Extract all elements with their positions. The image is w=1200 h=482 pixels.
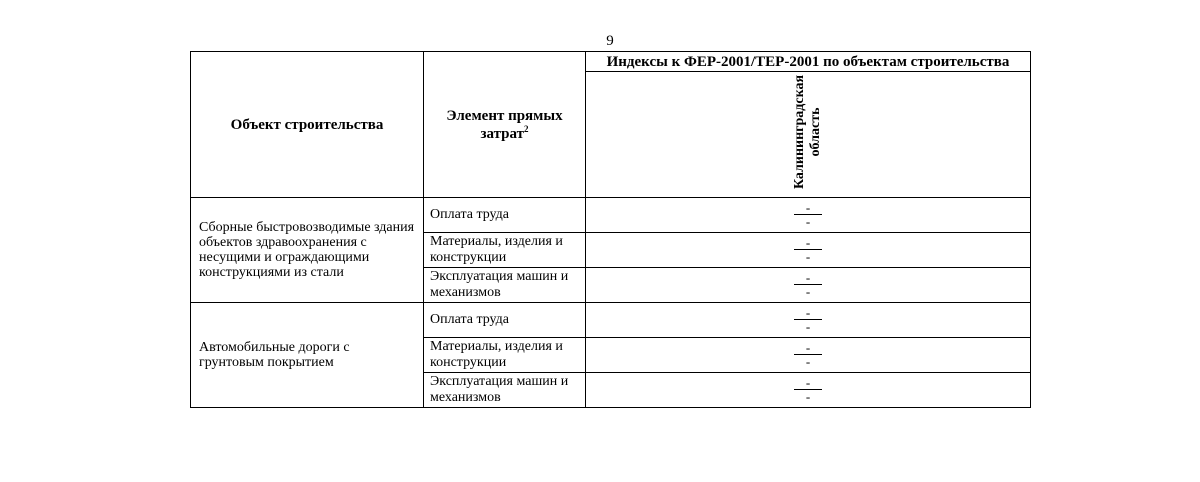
header-element-label: Элемент прямых затрат bbox=[446, 107, 563, 142]
index-denominator: - bbox=[805, 354, 811, 369]
index-fraction bbox=[794, 306, 822, 333]
index-numerator: - bbox=[794, 376, 822, 390]
index-numerator: - bbox=[794, 201, 822, 215]
index-fraction bbox=[794, 271, 822, 298]
footnote-marker: 2 bbox=[524, 123, 529, 134]
index-denominator: - bbox=[805, 319, 811, 334]
index-fraction bbox=[794, 341, 822, 368]
value-cell bbox=[586, 198, 1031, 233]
index-fraction bbox=[794, 376, 822, 403]
index-numerator: - bbox=[794, 306, 822, 320]
header-row bbox=[191, 52, 1031, 72]
index-fraction bbox=[794, 236, 822, 263]
object-cell: Сборные быстровозводимые здания объектов здравоохранения с несущими и ограждающими конструкциями из стали bbox=[191, 198, 424, 303]
element-cell: Материалы, изделия и конструкции bbox=[424, 233, 586, 268]
indices-table bbox=[190, 51, 1031, 408]
index-denominator: - bbox=[805, 249, 811, 264]
element-cell: Оплата труда bbox=[424, 303, 586, 338]
index-denominator: - bbox=[805, 284, 811, 299]
value-cell bbox=[586, 303, 1031, 338]
header-region-cell bbox=[586, 72, 1031, 198]
table-row bbox=[191, 303, 1031, 338]
element-cell: Оплата труда bbox=[424, 198, 586, 233]
header-indices: Индексы к ФЕР-2001/ТЕР-2001 по объектам строительства bbox=[586, 52, 1031, 72]
value-cell bbox=[586, 233, 1031, 268]
index-fraction bbox=[794, 201, 822, 228]
header-element bbox=[424, 52, 586, 198]
table-row bbox=[191, 198, 1031, 233]
element-cell: Эксплуатация машин и механизмов bbox=[424, 373, 586, 408]
value-cell bbox=[586, 373, 1031, 408]
element-cell: Эксплуатация машин и механизмов bbox=[424, 268, 586, 303]
object-cell: Автомобильные дороги с грунтовым покрытием bbox=[191, 303, 424, 408]
value-cell bbox=[586, 268, 1031, 303]
header-object: Объект строительства bbox=[191, 52, 424, 198]
header-region: Калининградская область bbox=[792, 74, 823, 190]
value-cell bbox=[586, 338, 1031, 373]
index-denominator: - bbox=[805, 214, 811, 229]
index-numerator: - bbox=[794, 236, 822, 250]
index-numerator: - bbox=[794, 271, 822, 285]
index-denominator: - bbox=[805, 389, 811, 404]
page-number: 9 bbox=[606, 33, 614, 49]
element-cell: Материалы, изделия и конструкции bbox=[424, 338, 586, 373]
index-numerator: - bbox=[794, 341, 822, 355]
